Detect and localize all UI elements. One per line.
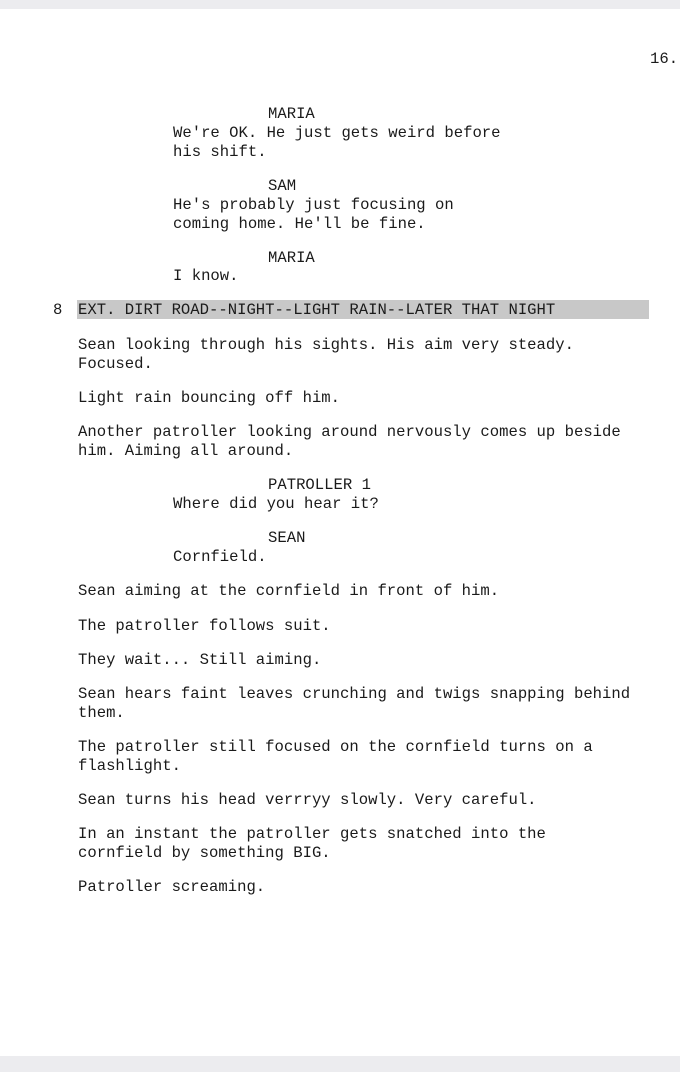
action-line: The patroller still focused on the cornfield turns on a	[78, 738, 593, 756]
dialogue-line: He's probably just focusing on	[173, 196, 454, 214]
action-line: Sean hears faint leaves crunching and twigs snapping behind	[78, 685, 631, 703]
dialogue-line: We're OK. He just gets weird before	[173, 124, 501, 142]
scene-heading: EXT. DIRT ROAD--NIGHT--LIGHT RAIN--LATER THAT NIGHT	[78, 301, 556, 319]
action-line: They wait... Still aiming.	[78, 651, 322, 669]
dialogue-line: Cornfield.	[173, 548, 267, 566]
page-number: 16.	[650, 50, 679, 68]
action-line: Light rain bouncing off him.	[78, 389, 341, 407]
action-line: flashlight.	[78, 757, 181, 775]
action-line: Focused.	[78, 355, 153, 373]
character-name: SEAN	[268, 529, 306, 547]
action-line: him. Aiming all around.	[78, 442, 294, 460]
action-line: cornfield by something BIG.	[78, 844, 331, 862]
script-page	[0, 9, 680, 1056]
action-line: them.	[78, 704, 125, 722]
character-name: MARIA	[268, 249, 315, 267]
dialogue-line: coming home. He'll be fine.	[173, 215, 426, 233]
character-name: PATROLLER 1	[268, 476, 371, 494]
dialogue-line: Where did you hear it?	[173, 495, 379, 513]
scene-number: 8	[53, 301, 63, 319]
dialogue-line: his shift.	[173, 143, 267, 161]
character-name: MARIA	[268, 105, 315, 123]
action-line: The patroller follows suit.	[78, 617, 331, 635]
action-line: Patroller screaming.	[78, 878, 266, 896]
action-line: Sean aiming at the cornfield in front of him.	[78, 582, 500, 600]
action-line: In an instant the patroller gets snatched into the	[78, 825, 546, 843]
action-line: Sean turns his head verrryy slowly. Very careful.	[78, 791, 537, 809]
character-name: SAM	[268, 177, 297, 195]
dialogue-line: I know.	[173, 267, 239, 285]
action-line: Sean looking through his sights. His aim very steady.	[78, 336, 574, 354]
action-line: Another patroller looking around nervously comes up beside	[78, 423, 621, 441]
